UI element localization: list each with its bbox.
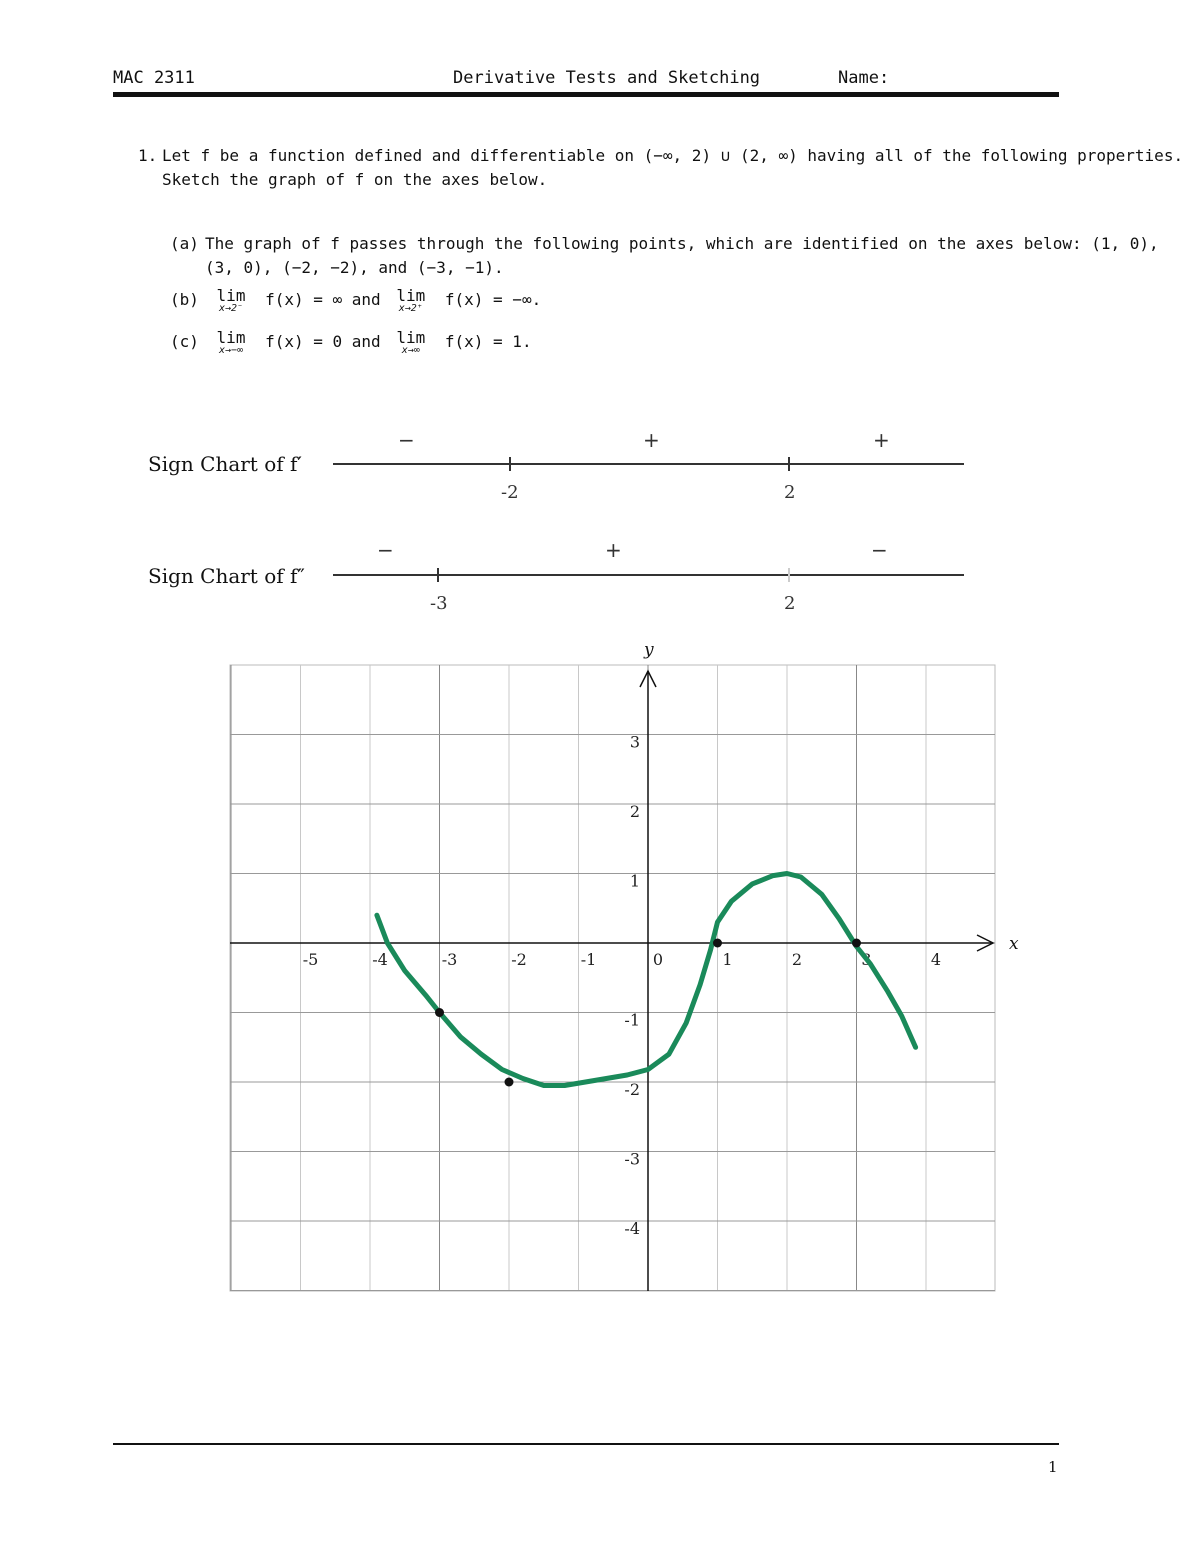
x-tick-label: 4 — [930, 950, 942, 969]
sign-chart-fprime-tick-label-1: -2 — [501, 482, 519, 503]
sign-chart-fprime-sign-3: + — [873, 428, 890, 452]
marked-point — [505, 1078, 514, 1087]
sign-chart-fprime-tick-label-2: 2 — [784, 482, 796, 503]
y-tick-label: 2 — [629, 802, 640, 821]
sign-chart-fdoubleprime-tick-label-1: -3 — [430, 593, 448, 614]
marked-point — [713, 939, 722, 948]
marked-point — [852, 939, 861, 948]
part-c-lim1-expr: f(x) = 0 and — [265, 332, 381, 351]
x-tick-label: -2 — [511, 950, 527, 969]
sign-chart-fdoubleprime-label: Sign Chart of f″ — [148, 564, 305, 588]
x-tick-label: 2 — [791, 950, 803, 969]
y-tick-label: -3 — [624, 1149, 640, 1169]
y-tick-label: 1 — [629, 871, 640, 891]
problem-number: 1. — [138, 146, 158, 165]
part-b-label: (b) — [170, 290, 199, 309]
part-c-lim2-word: lim — [396, 328, 426, 347]
x-axis-label: x — [1009, 934, 1019, 954]
part-b-lim2-word: lim — [396, 286, 426, 305]
part-a-line2: (3, 0), (−2, −2), and (−3, −1). — [205, 258, 504, 277]
x-tick-label: 0 — [652, 950, 664, 969]
part-c-lim1-word: lim — [216, 328, 246, 347]
name-label: Name: — [838, 68, 890, 88]
part-b-lim1-word: lim — [216, 286, 246, 305]
part-c-lim1-sub: x→−∞ — [218, 345, 244, 356]
sign-chart-fprime-sign-2: + — [643, 428, 660, 452]
course-code: MAC 2311 — [113, 68, 195, 88]
sign-chart-fdoubleprime-sign-2: + — [605, 538, 622, 562]
footer-rule — [113, 1443, 1059, 1445]
part-c-lim2-sub: x→∞ — [401, 345, 420, 356]
sign-chart-fdoubleprime-sign-1: − — [377, 538, 394, 562]
x-tick-label: 1 — [722, 950, 733, 969]
sign-chart-fprime-label: Sign Chart of f′ — [148, 452, 302, 476]
y-axis-label: y — [644, 640, 654, 660]
marked-point — [435, 1008, 444, 1017]
x-tick-label: 3 — [861, 950, 872, 969]
x-tick-label: -1 — [580, 950, 597, 969]
part-b-lim1-sub: x→2⁻ — [218, 303, 244, 314]
x-tick-label: -5 — [302, 950, 319, 969]
part-b-lim1-expr: f(x) = ∞ and — [265, 290, 381, 309]
sketch-curve — [377, 871, 916, 1086]
problem-intro-line1: Let f be a function defined and differentiable on (−∞, 2) ∪ (2, ∞) having all of the following properties. — [162, 146, 1184, 165]
sign-chart-fdoubleprime-tick-label-2: 2 — [784, 593, 796, 614]
problem-intro-line2: Sketch the graph of f on the axes below. — [162, 170, 548, 189]
part-c-lim2-expr: f(x) = 1. — [444, 332, 532, 351]
y-tick-label: -4 — [624, 1219, 640, 1238]
part-b-lim2-sub: x→2⁺ — [398, 303, 423, 314]
sign-chart-fprime-sign-1: − — [398, 428, 415, 452]
part-a-line1: The graph of f passes through the following points, which are identified on the axes below: (1, 0), — [205, 234, 1159, 253]
y-tick-label: -2 — [624, 1080, 640, 1099]
part-c-label: (c) — [170, 332, 199, 351]
part-b-lim2-expr: f(x) = −∞. — [444, 290, 542, 309]
page-number: 1 — [1048, 1458, 1058, 1476]
x-tick-label: -4 — [372, 950, 388, 969]
sign-chart-fdoubleprime-sign-3: − — [871, 538, 888, 562]
part-a-label: (a) — [170, 234, 199, 253]
y-tick-label: -1 — [624, 1010, 640, 1030]
y-tick-label: 3 — [629, 732, 640, 752]
x-tick-label: -3 — [441, 950, 458, 969]
document-title: Derivative Tests and Sketching — [453, 68, 761, 88]
